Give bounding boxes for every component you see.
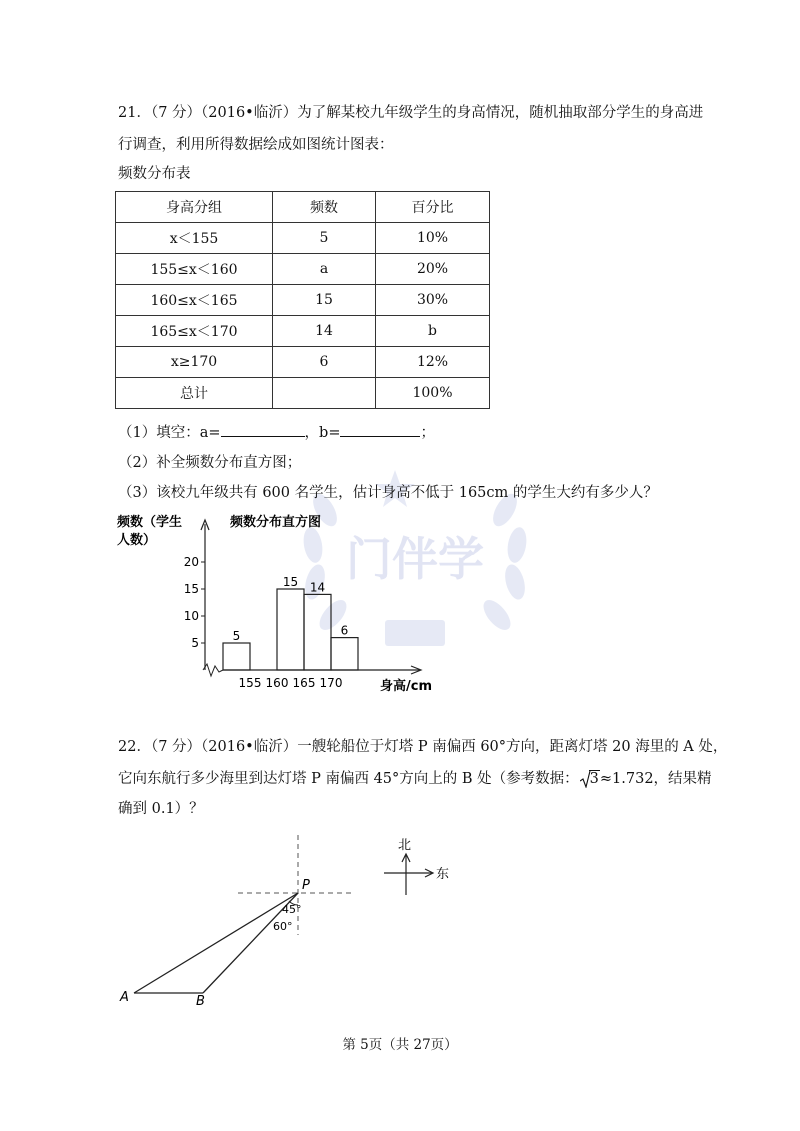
histogram-bar — [304, 594, 331, 670]
histogram-bar — [331, 638, 358, 670]
table-cell: 6 — [273, 347, 376, 378]
table-title: 频数分布表 — [118, 166, 191, 182]
y-tick-label: 5 — [191, 636, 199, 650]
answer-blank-a[interactable] — [221, 422, 305, 437]
table-row — [116, 223, 490, 254]
chart-title: 频数分布直方图 — [230, 515, 322, 530]
label-east: 东 — [436, 867, 450, 882]
table-row — [116, 285, 490, 316]
table-header: 百分比 — [376, 192, 490, 223]
sub1-end: ； — [420, 425, 435, 441]
y-tick-label: 20 — [183, 555, 199, 569]
label-angle-60: 60° — [273, 920, 293, 933]
frequency-table — [115, 191, 490, 409]
chart-ylabel-line2: 人数） — [117, 533, 157, 548]
table-cell — [273, 378, 376, 409]
table-cell: 160≤x＜165 — [116, 285, 273, 316]
y-tick-label: 10 — [183, 609, 199, 623]
table-cell: 总计 — [116, 378, 273, 409]
histogram-bar — [223, 643, 250, 670]
table-cell: x＜155 — [116, 223, 273, 254]
table-cell: 14 — [273, 316, 376, 347]
table-header: 频数 — [273, 192, 376, 223]
sqrt-symbol — [580, 769, 600, 789]
histogram-chart — [115, 510, 455, 695]
bar-value-label: 15 — [282, 575, 299, 589]
chart-xlabel: 身高/cm — [380, 679, 433, 694]
segment-pa — [134, 893, 298, 993]
y-tick-label: 15 — [183, 582, 199, 596]
table-cell: 5 — [273, 223, 376, 254]
table-cell: 30% — [376, 285, 490, 316]
axis-break — [203, 664, 223, 676]
chart-ylabel-line1: 频数（学生 — [117, 515, 183, 530]
label-north: 北 — [398, 838, 412, 853]
q22-line1: 22．（7 分）（2016•临沂）一艘轮船位于灯塔 P 南偏西 60°方向，距离灯塔 20 海里的 A 处， — [118, 739, 728, 755]
table-cell: b — [376, 316, 490, 347]
sub1-label-b: ，b= — [304, 425, 341, 441]
q21-sub2: （2）补全频数分布直方图； — [118, 455, 302, 471]
x-tick-label: 160 — [265, 676, 289, 690]
q21-line2: 行调查，利用所得数据绘成如图统计图表： — [118, 137, 394, 153]
x-tick-label: 170 — [319, 676, 343, 690]
q22-line2-text: 它向东航行多少海里到达灯塔 P 南偏西 45°方向上的 B 处（参考数据： — [118, 771, 579, 787]
table-cell: 100% — [376, 378, 490, 409]
table-header: 身高分组 — [116, 192, 273, 223]
bar-value-label: 14 — [309, 580, 326, 595]
table-row — [116, 254, 490, 285]
q22-line3: 确到 0.1）？ — [118, 801, 204, 817]
label-b: B — [196, 994, 205, 1009]
label-p: P — [302, 878, 310, 893]
q22-line2-end: ≈1.732，结果精 — [599, 771, 712, 787]
x-tick-label: 155 — [238, 676, 262, 690]
histogram-bar — [277, 589, 304, 670]
x-tick-label: 165 — [292, 676, 316, 690]
sub1-label-a: （1）填空：a= — [118, 425, 221, 441]
table-cell: x≥170 — [116, 347, 273, 378]
label-a: A — [120, 990, 129, 1005]
table-cell: 15 — [273, 285, 376, 316]
table-cell: 20% — [376, 254, 490, 285]
q21-line1: 21．（7 分）（2016•临沂）为了解某校九年级学生的身高情况，随机抽取部分学生的身高进 — [118, 105, 704, 121]
watermark-text: 门伴学 — [346, 532, 484, 586]
table-cell: 165≤x＜170 — [116, 316, 273, 347]
page-footer: 第 5页（共 27页） — [342, 1037, 458, 1053]
q21-sub3: （3）该校九年级共有 600 名学生，估计身高不低于 165cm 的学生大约有多少人？ — [118, 485, 658, 501]
bar-value-label: 5 — [232, 629, 241, 643]
answer-blank-b[interactable] — [340, 422, 420, 437]
table-header-row — [116, 192, 490, 223]
q21-sub1 — [118, 422, 435, 443]
table-row — [116, 316, 490, 347]
table-cell: a — [273, 254, 376, 285]
bar-value-label: 6 — [340, 623, 349, 638]
geometry-figure — [110, 835, 480, 1010]
table-row — [116, 347, 490, 378]
table-cell: 155≤x＜160 — [116, 254, 273, 285]
q22-line2 — [118, 769, 712, 789]
table-cell: 12% — [376, 347, 490, 378]
label-angle-45: 45° — [282, 903, 302, 916]
table-cell: 10% — [376, 223, 490, 254]
sqrt-radicand: 3 — [589, 771, 599, 787]
table-row — [116, 378, 490, 409]
